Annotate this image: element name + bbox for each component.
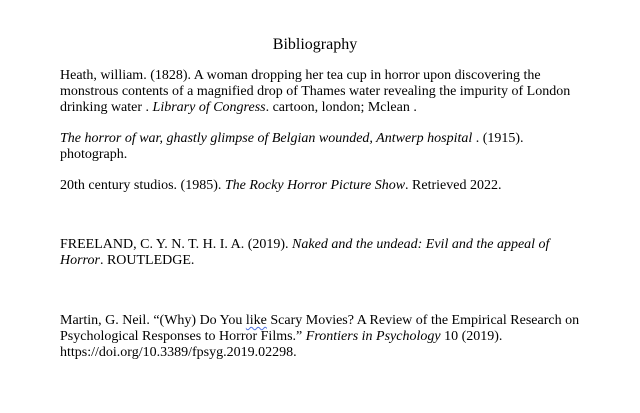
entry-text: FREELAND, C. Y. N. T. H. I. A. (2019). [60, 237, 293, 252]
page-title: Bibliography [272, 36, 358, 53]
entry-text: 20th century studios. (1985). [60, 178, 225, 193]
bibliography-entry-martin [60, 313, 580, 361]
bibliography-entry-freeland [60, 237, 580, 269]
entry-text-tail: . cartoon, london; Mclean . [265, 100, 417, 115]
entry-text: Heath, william. (1828). A woman dropping her tea cup in horror upon discovering the monstrous contents of a magnified drop of Thames water revealing the impurity of London drinking water . [60, 68, 571, 115]
entry-italic-title: The Rocky Horror Picture Show [224, 178, 406, 193]
entry-text: Martin, G. Neil. “(Why) Do You [60, 313, 246, 328]
entry-text-middle: Scary Movies? A Review of the Empirical Research on Psychological Responses to Horror Films.” [60, 313, 580, 344]
entry-text-tail: 10 (2019). https://doi.org/10.3389/fpsyg.2019.02298. [60, 329, 503, 360]
entry-text-tail: . Retrieved 2022. [405, 178, 502, 193]
entry-italic-source: Library of Congress [152, 100, 266, 115]
bibliography-entry-horror-of-war [60, 131, 580, 163]
entry-italic-journal: Frontiers in Psychology [305, 329, 441, 344]
entry-text-tail: . (1915). photograph. [60, 131, 524, 162]
entry-italic-title: The horror of war, ghastly glimpse of Belgian wounded, Antwerp hospital [60, 131, 473, 146]
bibliography-entry-rocky-horror [60, 178, 580, 194]
entry-italic-title: Naked and the undead: Evil and the appeal of Horror [60, 237, 550, 268]
spellcheck-flagged-word[interactable]: like [245, 313, 267, 328]
bibliography-entry-heath [60, 68, 580, 116]
entry-text-tail: . ROUTLEDGE. [99, 253, 195, 268]
